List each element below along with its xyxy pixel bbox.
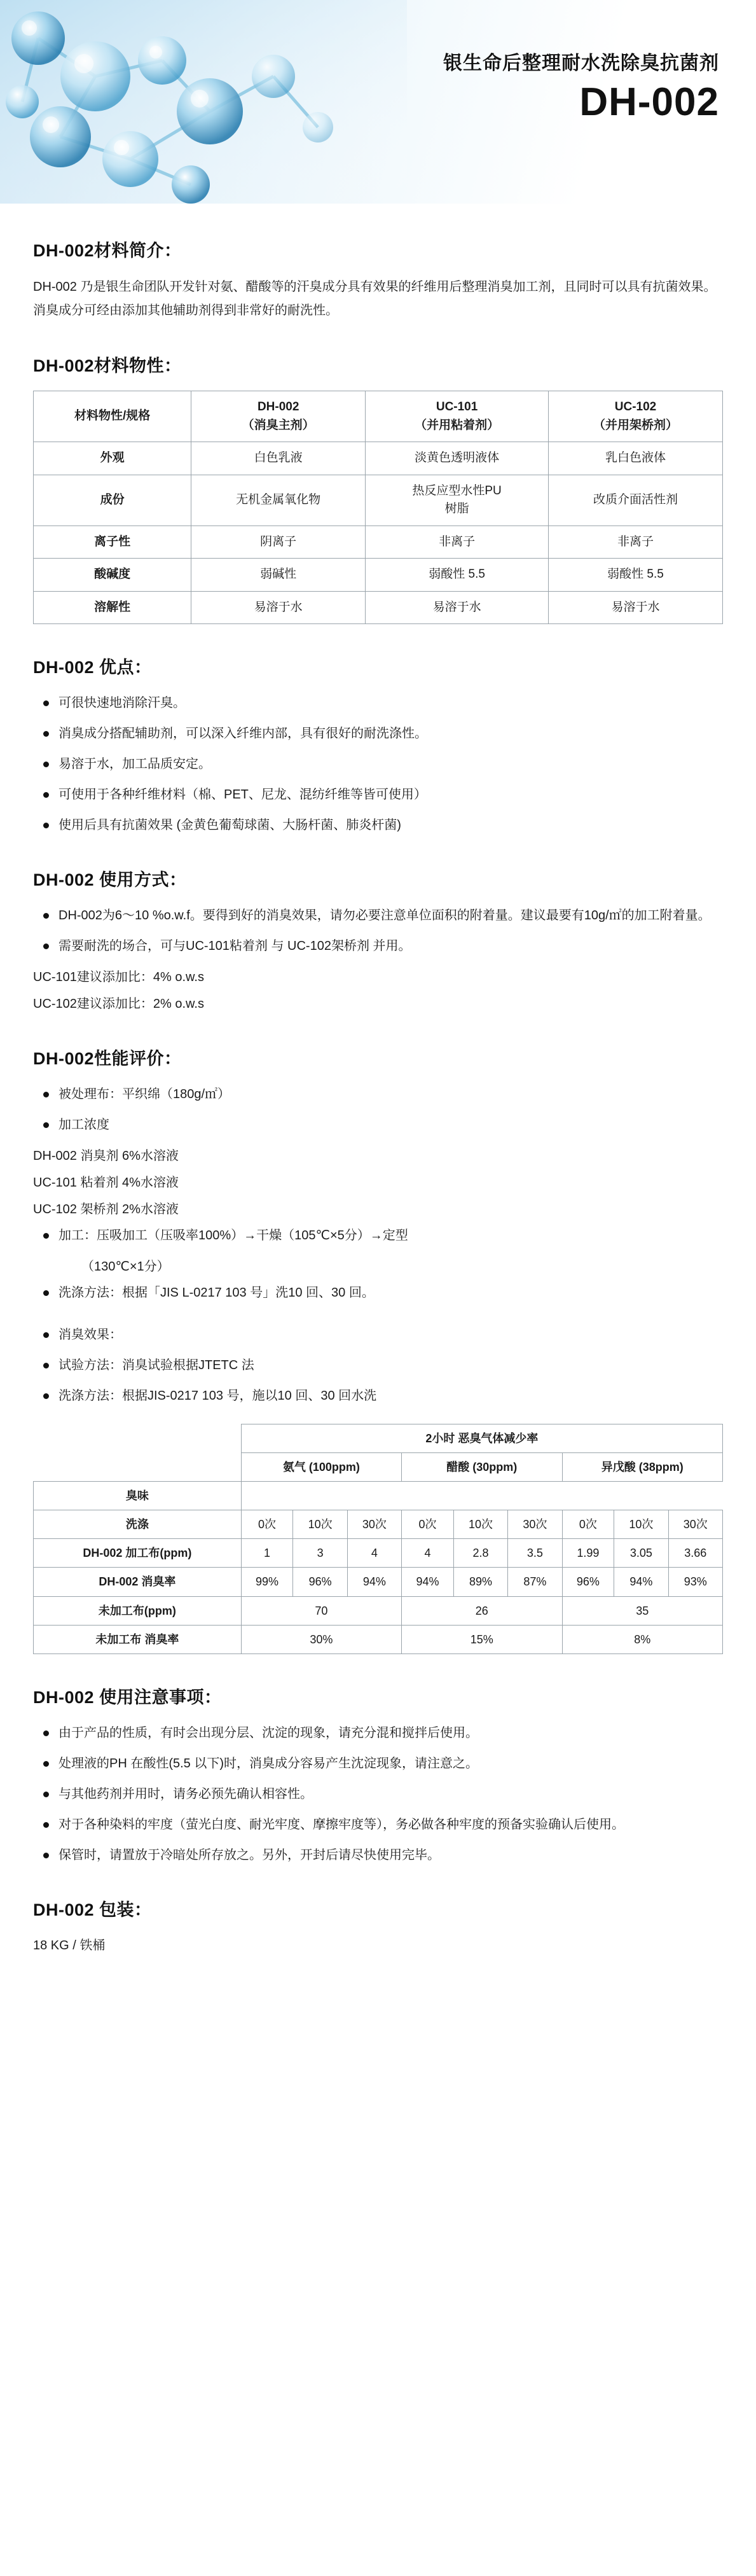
concentration-dh002: DH-002 消臭剂 6%水溶液 xyxy=(33,1149,179,1163)
table-header-row xyxy=(34,1482,723,1510)
list-item: 洗涤方法：根据JIS-0217 103 号，施以10 回、30 回水洗 xyxy=(33,1385,723,1407)
cell: 热反应型水性PU 树脂 xyxy=(366,475,549,526)
header-banner xyxy=(0,0,756,204)
row-label: DH-002 加工布(ppm) xyxy=(34,1539,242,1568)
cell: 94% xyxy=(614,1568,668,1596)
banner-text-block xyxy=(443,47,719,123)
list-item: 消臭成分搭配辅助剂，可以深入纤维内部，具有很好的耐洗涤性。 xyxy=(33,723,723,745)
section-heading-usage: DH-002 使用方式： xyxy=(33,870,187,889)
cell: 非离子 xyxy=(366,526,549,559)
packaging-value: 18 KG / 铁桶 xyxy=(33,1938,106,1953)
table-row xyxy=(34,1568,723,1596)
deodorization-table xyxy=(33,1424,723,1654)
section-heading-performance: DH-002性能评价： xyxy=(33,1049,182,1068)
table-row xyxy=(34,1596,723,1625)
list-item: 加工：压吸加工（压吸率100%）→干燥（105℃×5分）→定型 xyxy=(33,1225,723,1247)
wash-step: 10次 xyxy=(453,1510,507,1539)
list-item: 与其他药剂并用时，请务必预先确认相容性。 xyxy=(33,1783,723,1806)
list-item: 易溶于水，加工品质安定。 xyxy=(33,753,723,776)
wash-step: 30次 xyxy=(508,1510,562,1539)
wash-label: 洗涤 xyxy=(34,1510,242,1539)
process-second-line: （130℃×1分） xyxy=(81,1260,170,1274)
row-label: 溶解性 xyxy=(34,591,191,624)
performance-list-post xyxy=(33,1225,723,1247)
cell: 30% xyxy=(241,1625,401,1654)
list-item: 使用后具有抗菌效果 (金黄色葡萄球菌、大肠杆菌、肺炎杆菌) xyxy=(33,814,723,837)
cell: 8% xyxy=(562,1625,723,1654)
banner-title: DH-002 xyxy=(579,80,719,124)
row-label: 离子性 xyxy=(34,526,191,559)
row-label: 未加工布(ppm) xyxy=(34,1596,242,1625)
gas-header-isovaleric: 异戊酸 (38ppm) xyxy=(562,1453,723,1482)
wash-step: 0次 xyxy=(241,1510,293,1539)
cell: 4 xyxy=(347,1539,401,1568)
cell: 99% xyxy=(241,1568,293,1596)
cell: 弱酸性 5.5 xyxy=(366,559,549,592)
row-label: 未加工布 消臭率 xyxy=(34,1625,242,1654)
cell: 改质介面活性剂 xyxy=(549,475,723,526)
wash-step: 30次 xyxy=(347,1510,401,1539)
usage-note-uc101: UC-101建议添加比：4% o.w.s xyxy=(33,970,204,984)
cell: 3.05 xyxy=(614,1539,668,1568)
performance-list-pre xyxy=(33,1083,723,1136)
list-item: 对于各种染料的牢度（萤光白度、耐光牢度、摩擦牢度等），务必做各种牢度的预备实验确认后使用。 xyxy=(33,1814,723,1836)
wash-step: 10次 xyxy=(293,1510,347,1539)
table-row xyxy=(34,1539,723,1568)
row-label: 酸碱度 xyxy=(34,559,191,592)
col-header-uc102: UC-102 （并用架桥剂） xyxy=(549,391,723,442)
cell: 淡黄色透明液体 xyxy=(366,442,549,475)
advantages-list xyxy=(33,692,723,837)
cell: 阴离子 xyxy=(191,526,366,559)
table-row xyxy=(34,559,723,592)
cell: 1 xyxy=(241,1539,293,1568)
col-header-uc101: UC-101 （并用粘着剂） xyxy=(366,391,549,442)
list-item: 消臭效果： xyxy=(33,1324,723,1346)
col-header-dh002: DH-002 （消臭主剂） xyxy=(191,391,366,442)
cell: 弱碱性 xyxy=(191,559,366,592)
list-item: 试验方法：消臭试验根据JTETC 法 xyxy=(33,1354,723,1377)
table-header-row xyxy=(34,391,723,442)
list-item: 加工浓度 xyxy=(33,1114,723,1136)
list-item: 由于产品的性质，有时会出现分层、沈淀的现象，请充分混和搅拌后使用。 xyxy=(33,1722,723,1744)
wash-step: 0次 xyxy=(402,1510,454,1539)
cell: 89% xyxy=(453,1568,507,1596)
cell: 2.8 xyxy=(453,1539,507,1568)
cell: 易溶于水 xyxy=(549,591,723,624)
wash-step: 30次 xyxy=(668,1510,722,1539)
gas-header-acetic: 醋酸 (30ppm) xyxy=(402,1453,562,1482)
cell: 96% xyxy=(562,1568,614,1596)
cell: 96% xyxy=(293,1568,347,1596)
properties-table xyxy=(33,391,723,624)
cell: 4 xyxy=(402,1539,454,1568)
list-item: 可使用于各种纤维材料（棉、PET、尼龙、混纺纤维等皆可使用） xyxy=(33,784,723,806)
cell: 非离子 xyxy=(549,526,723,559)
document-content xyxy=(0,204,756,2004)
cell: 无机金属氧化物 xyxy=(191,475,366,526)
section-heading-advantages: DH-002 优点： xyxy=(33,658,152,677)
list-item: 需要耐洗的场合，可与UC-101粘着剂 与 UC-102架桥剂 并用。 xyxy=(33,935,723,957)
cell: 15% xyxy=(402,1625,562,1654)
usage-list xyxy=(33,905,723,957)
cell: 3 xyxy=(293,1539,347,1568)
list-item: 被处理布：平织绵（180g/㎡） xyxy=(33,1083,723,1106)
row-label: DH-002 消臭率 xyxy=(34,1568,242,1596)
usage-note-uc102: UC-102建议添加比：2% o.w.s xyxy=(33,997,204,1011)
cell: 70 xyxy=(241,1596,401,1625)
odor-label: 臭味 xyxy=(34,1482,242,1510)
row-label: 外观 xyxy=(34,442,191,475)
cell: 白色乳液 xyxy=(191,442,366,475)
performance-wash-method xyxy=(33,1282,723,1304)
table-row xyxy=(34,591,723,624)
table-row xyxy=(34,475,723,526)
cell: 弱酸性 5.5 xyxy=(549,559,723,592)
table-row xyxy=(34,1625,723,1654)
section-heading-cautions: DH-002 使用注意事项： xyxy=(33,1687,222,1707)
cell: 26 xyxy=(402,1596,562,1625)
gas-header-ammonia: 氨气 (100ppm) xyxy=(241,1453,401,1482)
concentration-uc102: UC-102 架桥剂 2%水溶液 xyxy=(33,1202,179,1216)
banner-subtitle: 银生命后整理耐水洗除臭抗菌剂 xyxy=(443,53,719,74)
table-header-row xyxy=(34,1510,723,1539)
cell: 3.5 xyxy=(508,1539,562,1568)
cell: 35 xyxy=(562,1596,723,1625)
wash-step: 10次 xyxy=(614,1510,668,1539)
cell: 乳白色液体 xyxy=(549,442,723,475)
table-header-row xyxy=(34,1424,723,1453)
cautions-list xyxy=(33,1722,723,1867)
cell: 易溶于水 xyxy=(366,591,549,624)
cell: 94% xyxy=(402,1568,454,1596)
cell: 87% xyxy=(508,1568,562,1596)
col-header-spec: 材料物性/规格 xyxy=(34,391,191,442)
cell: 易溶于水 xyxy=(191,591,366,624)
intro-paragraph: DH-002 乃是银生命团队开发针对氨、醋酸等的汗臭成分具有效果的纤维用后整理消臭加工剂，且同时可以具有抗菌效果。消臭成分可经由添加其他辅助剂得到非常好的耐洗性。 xyxy=(33,280,717,317)
list-item: 可很快速地消除汗臭。 xyxy=(33,692,723,714)
list-item: 洗涤方法：根据「JIS L-0217 103 号」洗10 回、30 回。 xyxy=(33,1282,723,1304)
list-item: 保管时，请置放于冷暗处所存放之。另外，开封后请尽快使用完毕。 xyxy=(33,1844,723,1867)
cell: 3.66 xyxy=(668,1539,722,1568)
list-item: 处理液的PH 在酸性(5.5 以下)时，消臭成分容易产生沈淀现象，请注意之。 xyxy=(33,1753,723,1775)
section-heading-properties: DH-002材料物性： xyxy=(33,356,182,375)
table-row xyxy=(34,526,723,559)
effect-list xyxy=(33,1324,723,1407)
list-item: DH-002为6～10 %o.w.f。要得到好的消臭效果，请勿必要注意单位面积的附着量。建议最要有10g/㎡的加工附着量。 xyxy=(33,905,723,927)
cell: 94% xyxy=(347,1568,401,1596)
concentration-uc101: UC-101 粘着剂 4%水溶液 xyxy=(33,1176,179,1190)
section-heading-packaging: DH-002 包装： xyxy=(33,1900,152,1919)
molecule-graphic xyxy=(0,0,407,204)
table-row xyxy=(34,442,723,475)
row-label: 成份 xyxy=(34,475,191,526)
cell: 93% xyxy=(668,1568,722,1596)
section-heading-intro: DH-002材料简介： xyxy=(33,241,182,260)
perf-top-header: 2小时 恶臭气体减少率 xyxy=(241,1424,722,1453)
wash-step: 0次 xyxy=(562,1510,614,1539)
cell: 1.99 xyxy=(562,1539,614,1568)
